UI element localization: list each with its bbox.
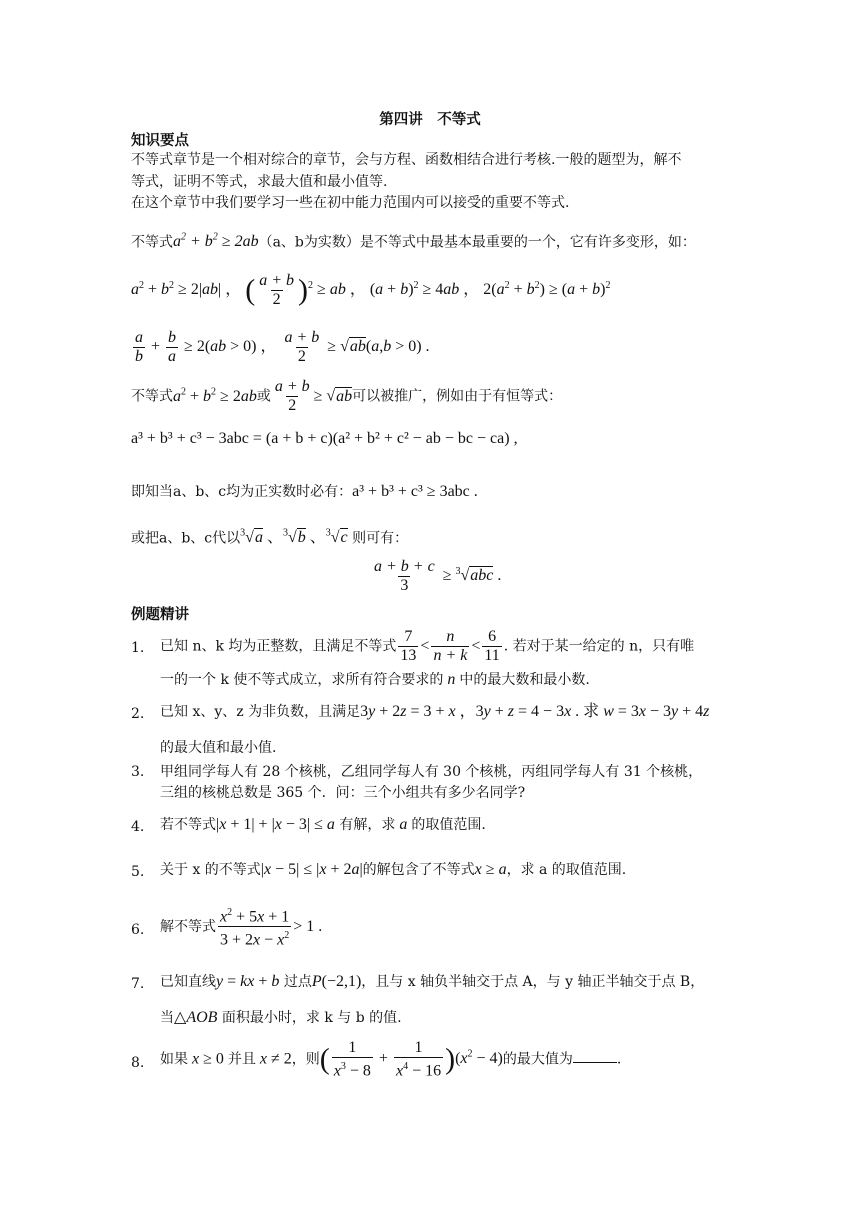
variants-row-2: $\frac{a}{b}$ + $\frac{b}{a}$ ≥ 2(ab > 0) ， $\frac{a + b}{2}$ ≥ √ab(a,b > 0) . — [135, 329, 430, 365]
am-gm-three-formula: $\frac{a + b + c}{3}$ ≥ $^3$√abc . — [374, 558, 502, 594]
problem-3-line-2: 三组的核桃总数是 365 个．问：三个小组共有多少名同学? — [160, 785, 526, 801]
p1-text-c: 一的一个 k 使不等式成立，求所有符合要求的 — [160, 672, 444, 688]
problem-7-line-2: 当△AOB 面积最小时，求 k 与 b 的值. — [160, 1009, 402, 1026]
p7-text-e: 面积最小时，求 k 与 b 的值. — [221, 1010, 402, 1026]
p1-text-a: 已知 n、k 均为正整数，且满足不等式 — [160, 638, 397, 655]
basic-inequality-line — [131, 228, 696, 252]
p5-text-a: 关于 x 的不等式 — [160, 862, 261, 878]
p8-text-e: . — [616, 1051, 622, 1068]
generalize-prefix: 不等式 — [131, 388, 173, 405]
p6-text-a: 解不等式 — [160, 918, 216, 935]
problem-3-line-1: 甲组同学每人有 28 个核桃，乙组同学每人有 30 个核桃，丙组同学每人有 31 个核桃， — [160, 764, 703, 780]
p8-text-c: ，则 — [291, 1051, 320, 1068]
intro-line-3: 在这个章节中我们要学习一些在初中能力范围内可以接受的重要不等式. — [131, 195, 570, 211]
replace-tail: 则可有： — [352, 530, 409, 547]
p7-text-b: 过点 — [283, 974, 312, 990]
problem-3-number: 3. — [131, 764, 145, 780]
p7-text-d: 当 — [160, 1010, 174, 1026]
problem-6-line: 解不等式 $\frac{x^2 + 5x + 1}{3 + 2x - x^2}$ > 1 . — [160, 907, 323, 949]
problem-7-number: 7. — [131, 976, 145, 992]
problem-4-line: 若不等式|x + 1| + |x − 3| ≤ a 有解，求 a 的取值范围. — [160, 816, 486, 833]
problem-2-line-2: 的最大值和最小值. — [160, 740, 277, 756]
p8-text-a: 如果 — [160, 1051, 188, 1068]
identity-formula: a³ + b³ + c³ − 3abc = (a + b + c)(a² + b² + c² − ab − bc − ca) , — [131, 430, 518, 447]
p4-text-b: 有解，求 — [339, 817, 396, 833]
section-heading-knowledge: 知识要点 — [131, 132, 189, 149]
problem-5-number: 5. — [131, 864, 145, 880]
p8-text-d: 的最大值为 — [502, 1051, 573, 1068]
variants-row-1: $a^2 + b^2 \ge 2|ab|$ ， ( $\frac{a + b}{2}$ )$^2$ ≥ ab ， $(a + b)^2 \ge 4ab$ ， $2(a^2 + b^2) \ge (a + b)^2$ — [131, 272, 611, 308]
p2-text-a: 已知 x、y、z 为非负数，且满足 — [160, 704, 361, 720]
p7-text-c: ，且与 x 轴负半轴交于点 A，与 y 轴正半轴交于点 B， — [361, 974, 705, 990]
problem-2-number: 2. — [131, 706, 145, 722]
basic-prefix: 不等式 — [131, 234, 173, 251]
problem-1-number: 1. — [131, 640, 145, 656]
p5-text-b: 的解包含了不等式 — [362, 862, 475, 878]
problem-4-number: 4. — [131, 819, 145, 835]
basic-formula: $a^2 + b^2 \ge 2ab$ — [173, 232, 259, 251]
problem-7-line-1: 已知直线y = kx + b 过点P(−2,1)，且与 x 轴负半轴交于点 A，与 y 轴正半轴交于点 B， — [160, 973, 705, 990]
problem-5-line: 关于 x 的不等式|x − 5| ≤ |x + 2a|的解包含了不等式x ≥ a，求 a 的取值范围. — [160, 861, 627, 878]
p5-text-c: ，求 a 的取值范围. — [506, 862, 627, 878]
p4-text-a: 若不等式 — [160, 817, 216, 833]
p7-text-a: 已知直线 — [160, 974, 216, 990]
problem-1-line-2: 一的一个 k 使不等式成立，求所有符合要求的 n 中的最大数和最小数. — [160, 671, 590, 688]
problem-8-line: 如果 x ≥ 0 并且 x ≠ 2，则( $\frac{1}{x^3 - 8}$ + $\frac{1}{x^4 - 16}$ )$(x^2 - 4)$的最大值为 . — [160, 1039, 622, 1080]
problem-8-number: 8. — [131, 1055, 145, 1071]
answer-blank[interactable] — [573, 1048, 617, 1063]
generalize-line: 不等式$a^2 + b^2 \ge 2ab$或 $\frac{a + b}{2}$ ≥ √ab可以被推广，例如由于有恒等式： — [131, 378, 563, 414]
three-var-inequality-line — [131, 482, 478, 502]
intro-line-2: 等式，证明不等式，求最大值和最小值等. — [131, 174, 388, 190]
ineq3-prefix: 即知当a、b、c均为正实数时必有： — [131, 484, 353, 500]
problem-6-number: 6. — [131, 922, 145, 938]
ineq3-formula: a³ + b³ + c³ ≥ 3abc . — [352, 483, 478, 500]
basic-suffix: （a、b为实数）是不等式中最基本最重要的一个，它有许多变形，如： — [258, 234, 696, 251]
problem-2-line-1: 已知 x、y、z 为非负数，且满足3y + 2z = 3 + x ，3y + z = 4 − 3x . 求 w = 3x − 3y + 4z — [160, 703, 710, 720]
p1-text-d: 中的最大数和最小数. — [459, 672, 590, 688]
problem-1-line-1: 已知 n、k 均为正整数，且满足不等式 $\frac{7}{13}$ < $\frac{n}{n + k}$ < $\frac{6}{11}$ . 若对于某一给定的 n，只有唯 — [160, 628, 695, 664]
replace-prefix: 或把a、b、c代以 — [131, 530, 241, 547]
page-title: 第四讲 不等式 — [379, 111, 481, 128]
p8-text-b: 并且 — [227, 1051, 256, 1068]
intro-line-1: 不等式章节是一个相对综合的章节，会与方程、函数相结合进行考核.一般的题型为，解不 — [131, 152, 682, 168]
section-heading-examples: 例题精讲 — [131, 606, 189, 623]
generalize-or: 或 — [256, 388, 271, 405]
p4-text-c: 的取值范围. — [411, 817, 486, 833]
generalize-tail: 可以被推广，例如由于有恒等式： — [352, 388, 563, 405]
p1-text-b: . 若对于某一给定的 n，只有唯 — [503, 638, 695, 655]
replace-line: 或把a、b、c代以$^3$√a 、$^3$√b 、$^3$√c 则可有： — [131, 528, 409, 547]
